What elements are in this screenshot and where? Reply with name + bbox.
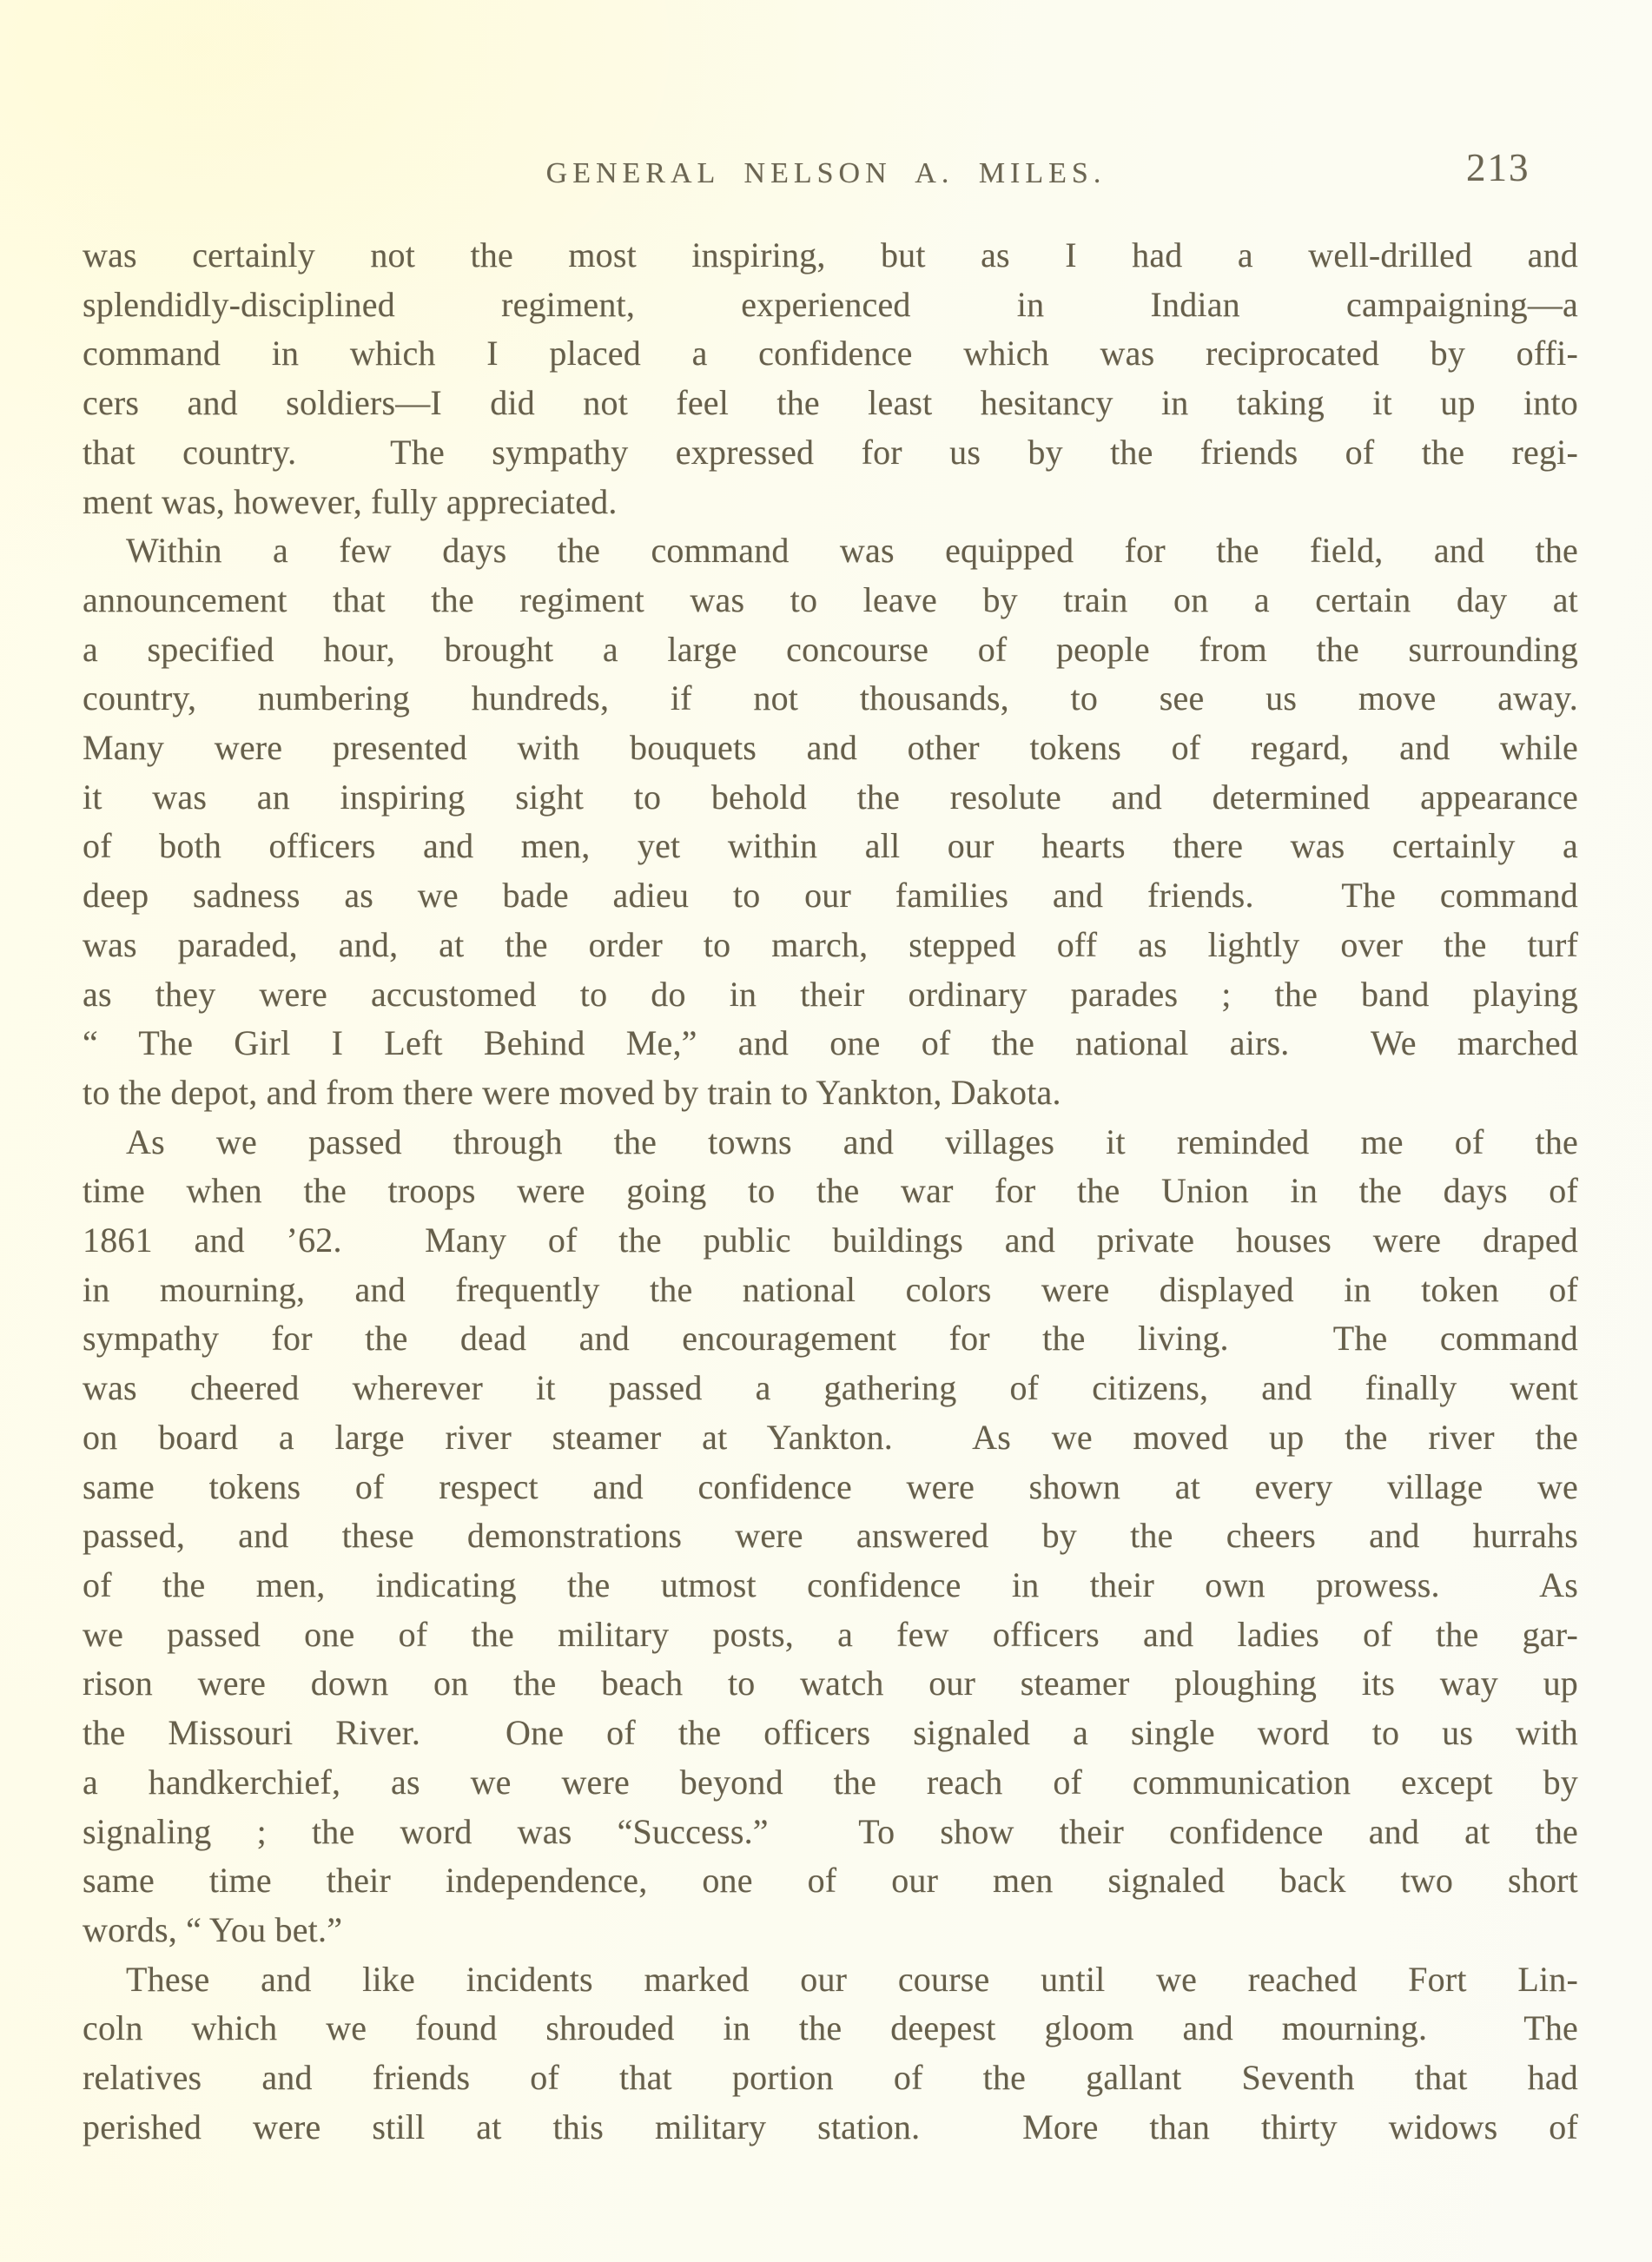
text-line: same time their independence, one of our men signaled back two short xyxy=(83,1861,1578,1901)
page-number: 213 xyxy=(1466,146,1530,189)
text-line: “ The Girl I Left Behind Me,” and one of the national airs. We marched xyxy=(83,1023,1578,1063)
text-line: command in which I placed a confidence which was reciprocated by offi- xyxy=(83,334,1578,374)
text-line: that country. The sympathy expressed for us by the friends of the regi- xyxy=(83,432,1578,472)
text-line: splendidly-disciplined regiment, experienced in Indian campaigning—a xyxy=(83,284,1578,324)
text-line: it was an inspiring sight to behold the resolute and determined appearance xyxy=(83,777,1578,817)
text-line: as they were accustomed to do in their ordinary parades ; the band playing xyxy=(83,974,1578,1014)
text-line: passed, and these demonstrations were answered by the cheers and hurrahs xyxy=(83,1516,1578,1556)
text-line: coln which we found shrouded in the deepest gloom and mourning. The xyxy=(83,2008,1578,2048)
text-line: country, numbering hundreds, if not thousands, to see us move away. xyxy=(83,678,1578,718)
text-line: sympathy for the dead and encouragement for the living. The command xyxy=(83,1319,1578,1359)
text-line: time when the troops were going to the war for the Union in the days of xyxy=(83,1171,1578,1211)
text-line: the Missouri River. One of the officers signaled a single word to us with xyxy=(83,1713,1578,1753)
text-line: of the men, indicating the utmost confidence in their own prowess. As xyxy=(83,1564,1578,1604)
text-line: was paraded, and, at the order to march, stepped off as lightly over the turf xyxy=(83,924,1578,964)
text-line: in mourning, and frequently the national colors were displayed in token of xyxy=(83,1269,1578,1309)
text-line: 1861 and ’62. Many of the public buildings and private houses were draped xyxy=(83,1220,1578,1260)
text-line: As we passed through the towns and villages it reminded me of the xyxy=(126,1121,1578,1161)
text-line: words, “ You bet.” xyxy=(83,1909,343,1949)
text-line: was cheered wherever it passed a gathering of citizens, and finally went xyxy=(83,1368,1578,1408)
text-line: Many were presented with bouquets and other tokens of regard, and while xyxy=(83,728,1578,768)
body-text xyxy=(83,231,1578,2152)
text-line: announcement that the regiment was to leave by train on a certain day at xyxy=(83,579,1578,619)
text-line: same tokens of respect and confidence were shown at every village we xyxy=(83,1466,1578,1506)
text-line: deep sadness as we bade adieu to our families and friends. The command xyxy=(83,876,1578,916)
text-line: we passed one of the military posts, a few officers and ladies of the gar- xyxy=(83,1614,1578,1654)
text-line: ment was, however, fully appreciated. xyxy=(83,481,618,521)
text-line: was certainly not the most inspiring, but as I had a well-drilled and xyxy=(83,235,1578,274)
text-line: of both officers and men, yet within all our hearts there was certainly a xyxy=(83,826,1578,866)
text-line: on board a large river steamer at Yankton. As we moved up the river the xyxy=(83,1417,1578,1457)
text-line: These and like incidents marked our course until we reached Fort Lin- xyxy=(126,1959,1578,1999)
text-line: relatives and friends of that portion of the gallant Seventh that had xyxy=(83,2058,1578,2098)
text-line: rison were down on the beach to watch our steamer ploughing its way up xyxy=(83,1663,1578,1703)
text-line: a handkerchief, as we were beyond the reach of communication except by xyxy=(83,1762,1578,1802)
text-line: perished were still at this military station. More than thirty widows of xyxy=(83,2107,1578,2146)
text-line: signaling ; the word was “Success.” To show their confidence and at the xyxy=(83,1811,1578,1851)
running-header: GENERAL NELSON A. MILES. xyxy=(545,157,1107,189)
text-line: cers and soldiers—I did not feel the least hesitancy in taking it up into xyxy=(83,383,1578,423)
text-line: to the depot, and from there were moved by train to Yankton, Dakota. xyxy=(83,1072,1061,1112)
text-line: Within a few days the command was equipped for the field, and the xyxy=(126,531,1578,571)
text-line: a specified hour, brought a large concourse of people from the surrounding xyxy=(83,629,1578,669)
